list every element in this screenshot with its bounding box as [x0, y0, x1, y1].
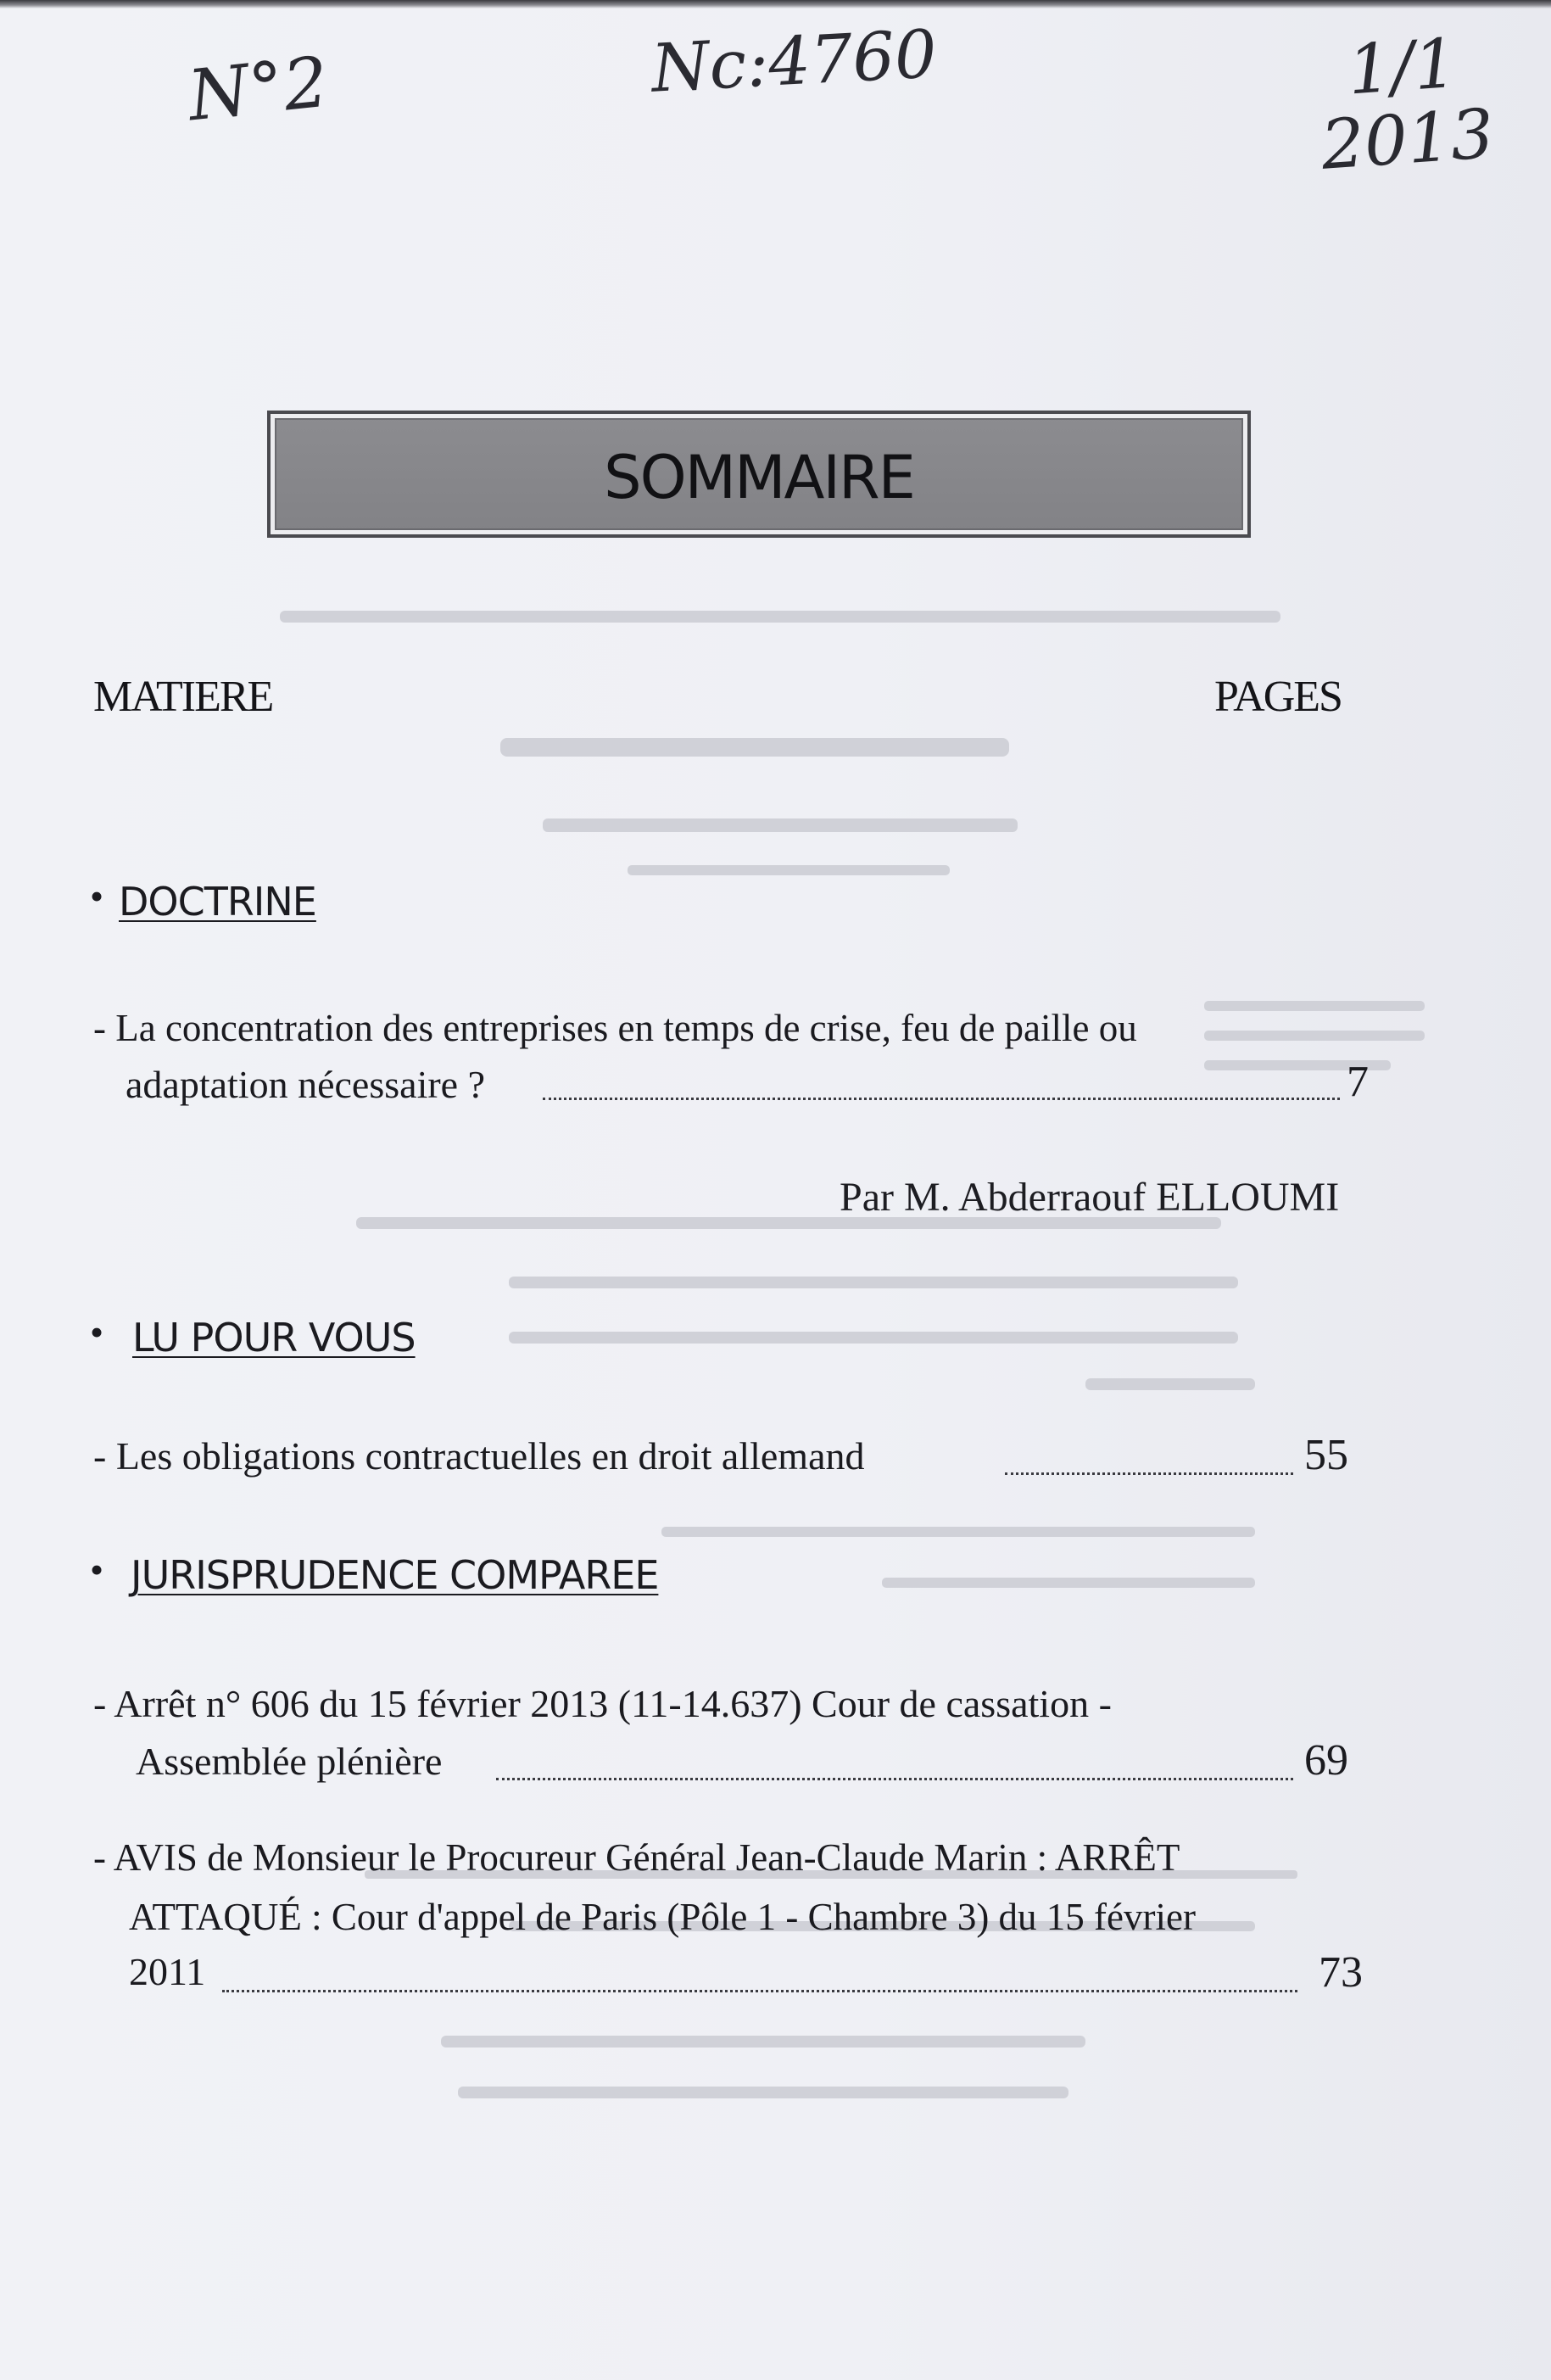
- dot-leader: [543, 1098, 1340, 1100]
- pages-header: PAGES: [1214, 673, 1342, 721]
- bullet-icon: •: [90, 874, 104, 918]
- handwritten-issue: 1/1: [1345, 23, 1460, 110]
- section-doctrine: DOCTRINE: [119, 879, 316, 925]
- entry-avis-line1: - AVIS de Monsieur le Procureur Général Jean-Claude Marin : ARRÊT: [93, 1836, 1180, 1879]
- matiere-header: MATIERE: [93, 673, 273, 721]
- page-number: 7: [1347, 1058, 1369, 1106]
- handwritten-nc: Nc:4760: [649, 16, 939, 108]
- entry-author: Par M. Abderraouf ELLOUMI: [840, 1175, 1340, 1220]
- entry-avis-line2: ATTAQUÉ : Cour d'appel de Paris (Pôle 1 - Chambre 3) du 15 février: [129, 1896, 1196, 1938]
- bullet-icon: •: [90, 1548, 104, 1591]
- page-number: 69: [1304, 1736, 1348, 1785]
- handwritten-year: 2013: [1318, 93, 1497, 185]
- entry-lu-pour-vous-line1: - Les obligations contractuelles en droit allemand: [93, 1434, 865, 1478]
- entry-doctrine-line2: adaptation nécessaire ?: [126, 1063, 485, 1106]
- handwritten-number: N°2: [184, 42, 332, 137]
- page-number: 73: [1319, 1948, 1363, 1997]
- entry-arret-line2: Assemblée plénière: [136, 1740, 443, 1783]
- entry-doctrine-line1: - La concentration des entreprises en temps de crise, feu de paille ou: [93, 1007, 1137, 1049]
- bullet-icon: •: [90, 1310, 104, 1354]
- dot-leader: [1005, 1472, 1293, 1475]
- dot-leader: [496, 1778, 1293, 1780]
- title-box: [267, 411, 1251, 538]
- page-number: 55: [1304, 1431, 1348, 1479]
- section-jurisprudence: JURISPRUDENCE COMPAREE: [131, 1552, 659, 1598]
- entry-avis-line3: 2011: [129, 1950, 206, 1993]
- entry-arret-line1: - Arrêt n° 606 du 15 février 2013 (11-14.637) Cour de cassation -: [93, 1682, 1112, 1725]
- page-title: SOMMAIRE: [604, 443, 914, 512]
- dot-leader: [222, 1990, 1297, 1992]
- section-lu-pour-vous: LU POUR VOUS: [132, 1315, 416, 1360]
